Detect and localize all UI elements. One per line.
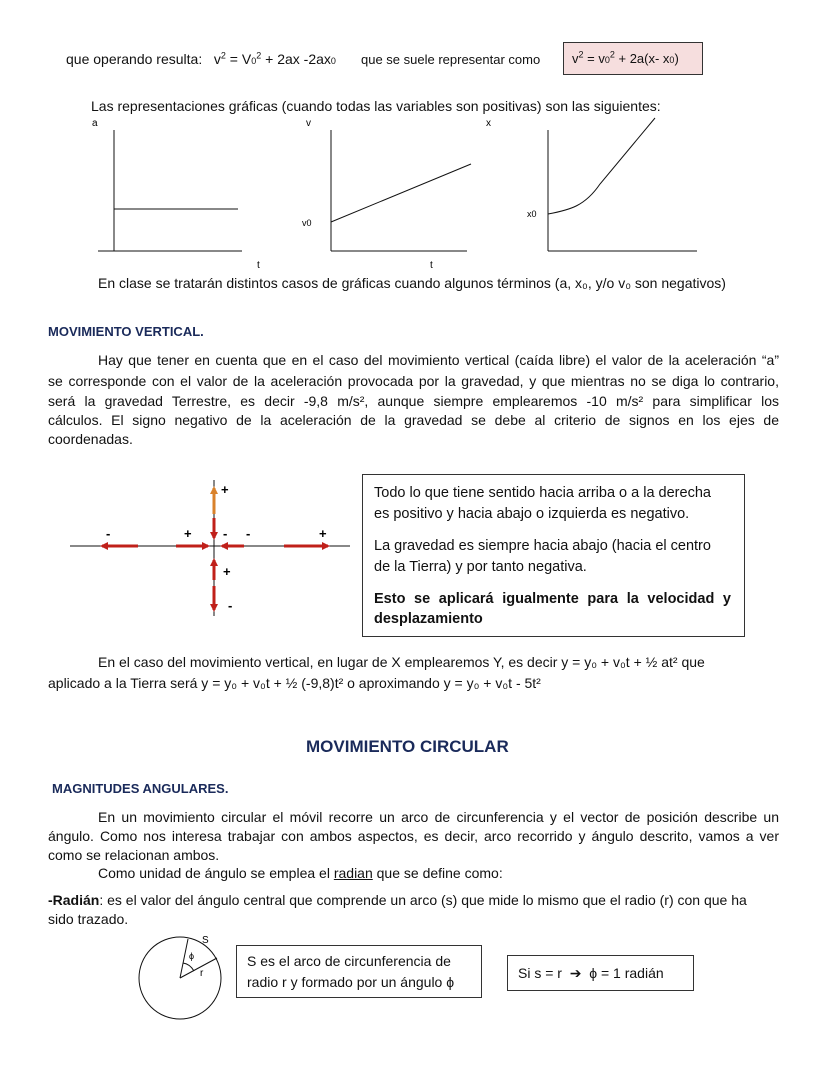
- sign-rules-box: [362, 474, 745, 637]
- radian-term-bold: -Radián: [48, 892, 100, 908]
- intro-lead: que operando resulta:: [66, 51, 203, 67]
- sign-convention-diagram: [66, 476, 356, 621]
- rules-l1: Todo lo que tiene sentido hacia arriba o a la derecha: [374, 485, 711, 501]
- arc-definition-box: [236, 945, 482, 998]
- radius-2: [180, 958, 217, 978]
- radian-definition-l2: sido trazado.: [48, 911, 129, 927]
- circular-p1-l2: ángulo. Como nos interesa trabajar con ambos aspectos, es decir, arco recorrido y ángulo descrito, vamos a ver: [48, 828, 779, 844]
- vertical-title: MOVIMIENTO VERTICAL.: [48, 324, 204, 339]
- vertical-p1-l3: será la gravedad Terrestre, es decir -9,8 m/s², aunque siempre emplearemos -10 m/s² para simplificar los: [48, 393, 779, 409]
- intro-line: [66, 50, 336, 70]
- sign-top-plus: +: [221, 482, 229, 497]
- relation-text: Si s = r ➔ ϕ = 1 radián: [518, 965, 664, 981]
- radian-circle-diagram: [132, 928, 242, 1020]
- rules-l6: desplazamiento: [374, 611, 483, 627]
- graphs-caption: Las representaciones gráficas (cuando todas las variables son positivas) son las siguientes:: [91, 98, 661, 114]
- rules-l5: Esto se aplicará igualmente para la velocidad y: [374, 591, 731, 607]
- g3-x0-label: x0: [527, 209, 537, 219]
- rules-l3: La gravedad es siempre hacia abajo (hacia el centro: [374, 538, 711, 554]
- angle-arc: [183, 963, 194, 971]
- label-r: r: [200, 968, 204, 979]
- radian-definition-l1: -Radián: es el valor del ángulo central que comprende un arco (s) que mide lo mismo que el radio (r) con que ha: [48, 892, 747, 908]
- sign-center-minus: -: [223, 526, 228, 541]
- intro-represent: que se suele representar como: [361, 52, 541, 67]
- rules-l2: es positivo y hacia abajo o izquierda es negativo.: [374, 506, 690, 522]
- vertical-p1-l5: coordenadas.: [48, 431, 133, 447]
- radius-1: [180, 939, 188, 978]
- g2-velocity-line: [331, 164, 471, 222]
- circular-subtitle: MAGNITUDES ANGULARES.: [52, 781, 229, 796]
- graphs-note: En clase se tratarán distintos casos de gráficas cuando algunos términos (a, x₀, y/o v₀ son negativos): [98, 275, 726, 291]
- radian-term: radian: [333, 865, 373, 881]
- vertical-p1-l1: Hay que tener en cuenta que en el caso del movimiento vertical (caída libre) el valor de la aceleración “a”: [98, 352, 779, 368]
- g3-position-curve: [548, 118, 655, 214]
- g2-t-label: t: [257, 260, 260, 271]
- boxed-equation: $v^2 = v0^2 + 2a(x-$ x0): [563, 42, 703, 75]
- intro-equation: $v^2 = V0^2 + 2ax$ -2ax0: [213, 50, 336, 67]
- vertical-p1-l4: cálculos. El signo negativo de la aceleración de la gravedad se debe al criterio de signos en los ejes de: [48, 412, 779, 428]
- circular-p2: Como unidad de ángulo se emplea el radian que se define como:: [98, 865, 503, 881]
- label-phi: ϕ: [189, 951, 195, 961]
- radian-relation-box: [507, 955, 694, 991]
- arrow-icon: ➔: [569, 965, 582, 981]
- vertical-p2-l1: En el caso del movimiento vertical, en lugar de X emplearemos Y, es decir y = y₀ + v₀t + ½ at² que: [98, 654, 705, 670]
- arc-box-l1: S es el arco de circunferencia de: [247, 953, 451, 969]
- g3-ylabel: x: [486, 118, 491, 129]
- circular-p1-l3: como se relacionan ambos.: [48, 847, 220, 863]
- g1-ylabel: a: [92, 118, 98, 129]
- g3-t-label: t: [430, 260, 433, 271]
- sign-left-minus: -: [106, 526, 111, 541]
- rules-l4: de la Tierra) y por tanto negativa.: [374, 559, 587, 575]
- sign-right-plus: +: [319, 526, 327, 541]
- sign-bottom-minus: -: [228, 598, 233, 613]
- vertical-p2-l2: aplicado a la Tierra será y = y₀ + v₀t + ½ (-9,8)t² o aproximando y = y₀ + v₀t - 5t²: [48, 675, 541, 691]
- sign-left-plus: +: [184, 526, 192, 541]
- label-s: S: [202, 935, 209, 946]
- arc-box-l2: radio r y formado por un ángulo ϕ: [247, 974, 455, 990]
- circular-title: MOVIMIENTO CIRCULAR: [306, 737, 509, 756]
- sign-lower-plus: +: [223, 564, 231, 579]
- graphs-figure: [80, 114, 720, 272]
- g2-ylabel: v: [306, 118, 311, 129]
- vertical-p1-l2: se corresponde con el valor de la aceleración provocada por la gravedad, y que mientras no se diga lo contrario,: [48, 373, 779, 389]
- g2-v0-label: v0: [302, 218, 312, 228]
- sign-right-minus: -: [246, 526, 251, 541]
- circular-p1-l1: En un movimiento circular el móvil recorre un arco de circunferencia y el vector de posición describe un: [98, 809, 779, 825]
